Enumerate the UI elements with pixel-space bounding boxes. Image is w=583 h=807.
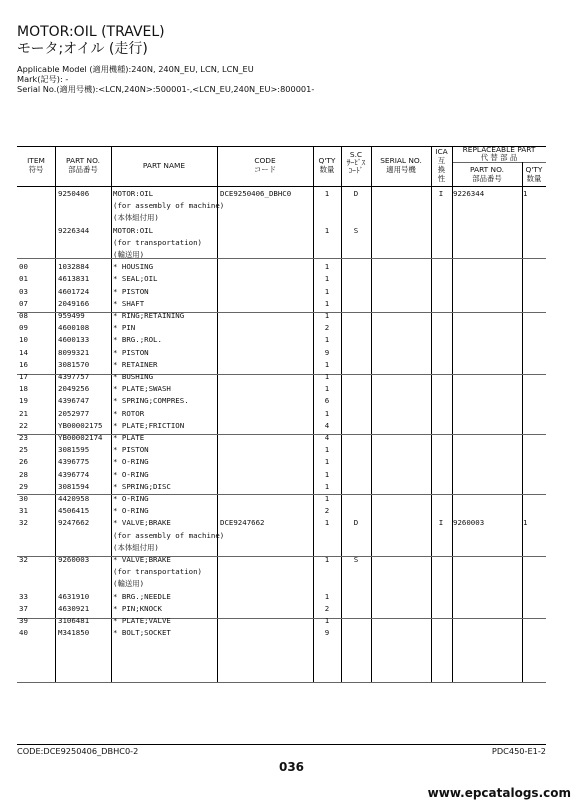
cell-qty: 1 (324, 494, 330, 503)
cell-name: * PLATE;VALVE (113, 616, 171, 625)
cell-name: * BRG.;ROL. (113, 335, 162, 345)
cell-sc: S (353, 225, 359, 235)
cell-part: 4601724 (58, 286, 90, 296)
table-row (17, 481, 546, 493)
cell-name: * PLATE;SWASH (113, 384, 171, 394)
table-row (17, 456, 546, 468)
cell-qty: 1 (324, 359, 330, 369)
cell-part: 4506415 (58, 506, 90, 516)
mark-line: Mark(記号): - (17, 74, 69, 84)
col-r-qty-header: Q'TY 数量 (525, 165, 543, 183)
cell-name: * BRG.;NEEDLE (113, 591, 171, 601)
cell-part: 4613831 (58, 274, 90, 284)
col-code-header: CODE コード (253, 156, 277, 174)
cell-ica: I (438, 518, 444, 528)
cell-part: 4396775 (58, 457, 90, 467)
cell-part: 959499 (58, 311, 85, 320)
table-row (17, 408, 546, 420)
cell-name: * PIN (113, 323, 136, 333)
table-row (17, 273, 546, 285)
cell-qty: 1 (324, 616, 330, 625)
cell-part: 3081595 (58, 445, 90, 455)
cell-qty: 2 (324, 506, 330, 516)
cell-rqty: 1 (523, 518, 528, 528)
cell-item: 07 (19, 298, 28, 308)
cell-qty: 1 (324, 274, 330, 284)
cell-qty: 1 (324, 469, 330, 479)
cell-rpart: 9226344 (453, 189, 485, 198)
cell-item: 25 (19, 445, 28, 455)
table-row (17, 578, 546, 590)
cell-item: 30 (19, 494, 28, 503)
cell-name: * O-RING (113, 494, 149, 503)
cell-rpart: 9260003 (453, 518, 485, 528)
table-row (17, 322, 546, 334)
table-row (17, 261, 546, 273)
cell-name: * SPRING;DISC (113, 481, 171, 491)
cell-item: 19 (19, 396, 28, 406)
footer-rule (17, 744, 546, 745)
cell-item: 03 (19, 286, 28, 296)
col-serial-header: SERIAL NO. 適用号機 (380, 156, 422, 174)
cell-name: * O-RING (113, 457, 149, 467)
table-row (17, 505, 546, 517)
col-ica-header: ICA 互 換 性 (435, 147, 448, 183)
table-row (17, 444, 546, 456)
cell-name: * SHAFT (113, 298, 145, 308)
cell-part: 9247662 (58, 518, 90, 528)
table-row (17, 517, 546, 529)
table-row (17, 310, 546, 322)
cell-item: 39 (19, 616, 28, 625)
cell-name: * ROTOR (113, 408, 145, 418)
cell-part: 3106481 (58, 616, 90, 625)
cell-name: * PISTON (113, 445, 149, 455)
cell-sc: D (353, 189, 359, 198)
cell-name: * VALVE;BRAKE (113, 518, 171, 528)
cell-name: * RING;RETAINING (113, 311, 185, 320)
cell-qty: 9 (324, 628, 330, 638)
cell-name: (for transportation) (113, 237, 202, 247)
cell-item: 16 (19, 359, 28, 369)
cell-part: 9260003 (58, 555, 90, 564)
cell-qty: 2 (324, 323, 330, 333)
applicable-model: Applicable Model (適用機種):240N, 240N_EU, LCN, LCN_EU (17, 64, 254, 74)
footer-page-code: PDC450-E1-2 (491, 746, 546, 756)
cell-item: 21 (19, 408, 28, 418)
cell-rqty: 1 (523, 189, 528, 198)
cell-item: 08 (19, 311, 28, 320)
cell-name: * O-RING (113, 469, 149, 479)
cell-item: 28 (19, 469, 28, 479)
cell-item: 40 (19, 628, 28, 638)
serial-line: Serial No.(適用号機):<LCN,240N>:500001-,<LCN_EU,240N_EU>:800001- (17, 84, 315, 94)
table-row (17, 469, 546, 481)
cell-name: (輸送用) (113, 579, 145, 589)
cell-part: YB00002175 (58, 420, 103, 430)
cell-part: 9250406 (58, 189, 90, 198)
cell-name: * SEAL;OIL (113, 274, 158, 284)
cell-part: 4600108 (58, 323, 90, 333)
cell-name: * PLATE (113, 433, 145, 442)
cell-qty: 1 (324, 555, 330, 564)
cell-name: * O-RING (113, 506, 149, 516)
table-row (17, 237, 546, 249)
cell-qty: 6 (324, 396, 330, 406)
table-row (17, 359, 546, 371)
cell-name: MOTOR:OIL (113, 225, 154, 235)
cell-qty: 1 (324, 335, 330, 345)
cell-qty: 1 (324, 262, 330, 272)
table-row (17, 225, 546, 237)
cell-name: (for assembly of machine) (113, 201, 225, 211)
table-row (17, 420, 546, 432)
table-row (17, 542, 546, 554)
cell-part: 4396774 (58, 469, 90, 479)
cell-item: 01 (19, 274, 28, 284)
table-row (17, 395, 546, 407)
table-row (17, 383, 546, 395)
cell-name: (本体組付用) (113, 542, 159, 552)
table-row (17, 432, 546, 444)
cell-name: * BOLT;SOCKET (113, 628, 171, 638)
cell-part: 2049166 (58, 298, 90, 308)
cell-name: * PIN;KNOCK (113, 603, 162, 613)
cell-part: 4600133 (58, 335, 90, 345)
cell-part: 3081570 (58, 359, 90, 369)
cell-qty: 1 (324, 591, 330, 601)
cell-part: 4631910 (58, 591, 90, 601)
cell-qty: 2 (324, 603, 330, 613)
table-row (17, 530, 546, 542)
page-title-jp: モータ;オイル (走行) (17, 41, 148, 57)
cell-name: MOTOR:OIL (113, 189, 154, 198)
page-number: 036 (278, 760, 305, 774)
cell-qty: 4 (324, 433, 330, 442)
header-bottom-rule (17, 186, 546, 187)
table-row (17, 249, 546, 261)
cell-item: 37 (19, 603, 28, 613)
cell-name: * PISTON (113, 347, 149, 357)
cell-name: (輸送用) (113, 250, 145, 259)
cell-item: 32 (19, 518, 28, 528)
cell-item: 31 (19, 506, 28, 516)
cell-qty: 1 (324, 445, 330, 455)
cell-part: 4630921 (58, 603, 90, 613)
table-row (17, 334, 546, 346)
cell-part: 8099321 (58, 347, 90, 357)
cell-part: 2052977 (58, 408, 90, 418)
watermark: www.epcatalogs.com (427, 786, 571, 800)
table-row (17, 615, 546, 627)
cell-qty: 1 (324, 481, 330, 491)
cell-part: 4397757 (58, 372, 90, 381)
cell-code: DCE9250406_DBHC0 (220, 189, 292, 198)
col-r-part-header: PART NO. 部品番号 (470, 165, 504, 183)
cell-item: 23 (19, 433, 28, 442)
cell-part: 4396747 (58, 396, 90, 406)
cell-qty: 1 (324, 518, 330, 528)
table-row (17, 566, 546, 578)
cell-code: DCE9247662 (220, 518, 265, 528)
cell-qty: 1 (324, 189, 330, 198)
cell-item: 00 (19, 262, 28, 272)
cell-qty: 1 (324, 311, 330, 320)
cell-part: 1032884 (58, 262, 90, 272)
cell-part: 3081594 (58, 481, 90, 491)
replaceable-sub-rule (452, 162, 546, 163)
cell-qty: 1 (324, 286, 330, 296)
cell-part: 9226344 (58, 225, 90, 235)
table-row (17, 188, 546, 200)
cell-name: * HOUSING (113, 262, 154, 272)
col-qty-header: Q'TY 数量 (318, 156, 336, 174)
table-row (17, 286, 546, 298)
col-sc-header: S.C ｻｰﾋﾞｽ ｺｰﾄﾞ (346, 150, 366, 175)
table-row (17, 554, 546, 566)
table-row (17, 347, 546, 359)
cell-item: 09 (19, 323, 28, 333)
cell-item: 14 (19, 347, 28, 357)
cell-qty: 1 (324, 298, 330, 308)
cell-qty: 1 (324, 225, 330, 235)
cell-qty: 1 (324, 457, 330, 467)
cell-name: * VALVE;BRAKE (113, 555, 171, 564)
cell-name: * SPRING;COMPRES. (113, 396, 189, 406)
col-item-header: ITEM 符号 (27, 156, 45, 174)
cell-name: (本体組付用) (113, 213, 159, 223)
table-row (17, 298, 546, 310)
cell-qty: 1 (324, 408, 330, 418)
cell-item: 18 (19, 384, 28, 394)
cell-item: 26 (19, 457, 28, 467)
cell-sc: S (353, 555, 359, 564)
cell-qty: 1 (324, 372, 330, 381)
cell-ica: I (438, 189, 444, 198)
table-row (17, 493, 546, 505)
cell-name: (for transportation) (113, 567, 202, 577)
cell-name: * PLATE;FRICTION (113, 420, 185, 430)
table-row (17, 200, 546, 212)
cell-item: 32 (19, 555, 28, 564)
cell-item: 22 (19, 420, 28, 430)
cell-part: 2049256 (58, 384, 90, 394)
cell-item: 17 (19, 372, 28, 381)
cell-item: 10 (19, 335, 28, 345)
cell-name: * RETAINER (113, 359, 158, 369)
cell-part: 4420958 (58, 494, 90, 503)
cell-qty: 4 (324, 420, 330, 430)
cell-name: (for assembly of machine) (113, 530, 225, 540)
group-rule (17, 682, 546, 683)
cell-qty: 1 (324, 384, 330, 394)
col-replaceable-header: REPLACEABLE PART 代 替 部 品 (462, 145, 536, 162)
footer-code: CODE:DCE9250406_DBHC0-2 (17, 746, 139, 756)
table-row (17, 603, 546, 615)
cell-part: YB00002174 (58, 433, 103, 442)
cell-part: M341850 (58, 628, 90, 638)
cell-name: * PISTON (113, 286, 149, 296)
cell-qty: 9 (324, 347, 330, 357)
cell-name: * BUSHING (113, 372, 154, 381)
cell-item: 29 (19, 481, 28, 491)
table-row (17, 212, 546, 224)
cell-sc: D (353, 518, 359, 528)
col-part-name-header: PART NAME (142, 161, 186, 170)
col-part-no-header: PART NO. 部品番号 (66, 156, 100, 174)
table-row (17, 627, 546, 639)
page-title: MOTOR:OIL (TRAVEL) (17, 24, 165, 40)
table-row (17, 371, 546, 383)
cell-item: 33 (19, 591, 28, 601)
table-row (17, 591, 546, 603)
